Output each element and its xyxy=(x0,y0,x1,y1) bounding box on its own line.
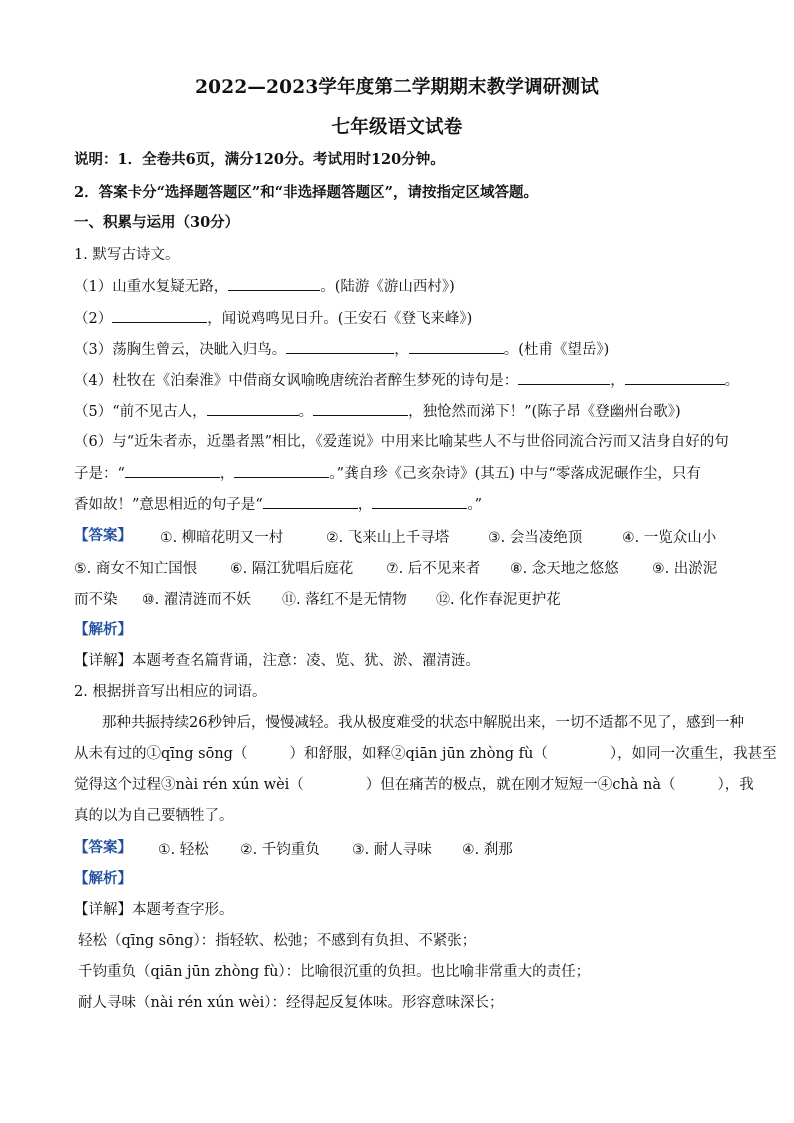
answer-blank xyxy=(625,370,725,385)
q1-item-5-text-b: 。 xyxy=(298,404,314,420)
q1-item-6-line-3 xyxy=(74,494,734,515)
exam-note-2: 2．答案卡分“选择题答题区”和“非选择题答题区”，请按指定区域答题。 xyxy=(74,184,538,201)
q1-item-5-text-c: ，独怆然而涕下！”(陈子昂《登幽州台歌》) xyxy=(408,404,681,420)
answer-blank xyxy=(372,494,467,509)
answer-1-detail xyxy=(74,651,734,671)
answer-blank xyxy=(234,463,329,478)
question-1-stem: 1. 默写古诗文。 xyxy=(74,247,180,263)
q1-item-6-text-e: 香如故！”意思相近的句子是“ xyxy=(74,497,263,513)
q2-passage-line-2: 从未有过的①qīng sōng（ ）和舒服，如释②qiān jūn zhòng fù（ ），如同一次重生，我甚至 xyxy=(74,746,777,762)
detail-label: 【详解】 xyxy=(74,902,132,918)
q1-item-3-text-b: ， xyxy=(394,342,409,358)
answer-item: ③. 耐人寻味 xyxy=(352,842,432,858)
answer-label: 【答案】 xyxy=(74,839,132,856)
answer-item: ①. 轻松 xyxy=(158,842,209,858)
q1-item-3-text-c: 。(杜甫《望岳》) xyxy=(503,342,610,358)
answer-item: ⑪. 落红不是无情物 xyxy=(282,592,407,608)
answer-item: ④. 刹那 xyxy=(462,842,513,858)
q1-item-6-line-2 xyxy=(74,463,734,484)
answer-item: ②. 飞来山上千寻塔 xyxy=(326,530,450,546)
answer-2-detail-2: 千钧重负（qiān jūn zhòng fù）：比喻很沉重的负担。也比喻非常重大的责任； xyxy=(78,964,591,980)
answer-item: ⑨. 出淤泥 xyxy=(652,561,718,577)
answer-item: ④. 一览众山小 xyxy=(622,530,717,546)
answer-item: ⑧. 念天地之悠悠 xyxy=(510,561,619,577)
q1-item-2-text-b: ，闻说鸡鸣见日升。(王安石《登飞来峰》) xyxy=(207,311,473,327)
q1-item-1-text-b: 。(陆游《游山西村》) xyxy=(320,279,455,295)
answer-blank xyxy=(228,276,320,291)
q1-item-6-text-d: 。”龚自珍《己亥杂诗》(其五) 中与“零落成泥碾作尘，只有 xyxy=(329,466,701,482)
answer-2-detail-1: 轻松（qīng sōng）：指轻软、松弛；不感到有负担、不紧张； xyxy=(78,933,477,949)
answer-item: ⑦. 后不见来者 xyxy=(386,561,481,577)
q1-item-5-text-a: （5）“前不见古人， xyxy=(74,404,207,420)
exam-note-1: 说明：1．全卷共6页，满分120分。考试用时120分钟。 xyxy=(74,151,445,168)
q2-passage-line-3: 觉得这个过程③nài rén xún wèi（ ）但在痛苦的极点，就在刚才短短一④chà nà（ ），我 xyxy=(74,777,754,793)
answer-item: ③. 会当凌绝顶 xyxy=(488,530,583,546)
q1-item-4-text-a: （4）杜牧在《泊秦淮》中借商女讽喻晚唐统治者醉生梦死的诗句是： xyxy=(74,373,519,389)
q1-item-2-text-a: （2） xyxy=(74,311,113,327)
section-heading: 一、积累与运用（30分） xyxy=(74,214,240,231)
answer-item: ②. 千钧重负 xyxy=(240,842,320,858)
answer-blank xyxy=(207,401,299,416)
q1-item-1 xyxy=(74,276,734,297)
q1-item-3-text-a: （3）荡胸生曾云，决眦入归鸟。 xyxy=(74,342,287,358)
q1-item-6-line-1: （6）与“近朱者赤，近墨者黑”相比，《爱莲说》中用来比喻某些人不与世俗同流合污而又洁身自好的句 xyxy=(74,434,729,450)
answer-blank xyxy=(409,339,504,354)
q1-item-6-text-g: 。” xyxy=(467,497,482,513)
q1-item-4-text-c: 。 xyxy=(724,373,740,389)
q2-passage-line-1: 那种共振持续26秒钟后，慢慢减轻。我从极度难受的状态中解脱出来，一切不适都不见了，感到一种 xyxy=(102,715,744,731)
q1-item-6-text-b: 子是：“ xyxy=(74,466,125,482)
answer-blank xyxy=(518,370,610,385)
exam-subtitle: 七年级语文试卷 xyxy=(331,117,463,138)
answer-blank xyxy=(286,339,394,354)
analysis-label: 【解析】 xyxy=(74,621,132,638)
q1-item-1-text-a: （1）山重水复疑无路， xyxy=(74,279,229,295)
answer-blank xyxy=(313,401,408,416)
q1-item-4 xyxy=(74,370,740,391)
answer-item: ①. 柳暗花明又一村 xyxy=(160,530,284,546)
q1-item-4-text-b: ， xyxy=(610,373,625,389)
answer-item: ⑤. 商女不知亡国恨 xyxy=(74,561,198,577)
analysis-label: 【解析】 xyxy=(74,870,132,887)
q1-item-5 xyxy=(74,401,734,422)
answer-blank xyxy=(263,494,358,509)
answer-2-detail xyxy=(74,900,734,920)
q1-item-6-text-f: ， xyxy=(357,497,373,513)
answer-2-detail-3: 耐人寻味（nài rén xún wèi）：经得起反复体味。形容意味深长； xyxy=(78,995,504,1011)
detail-text: 本题考查名篇背诵，注意：凌、览、犹、淤、濯清涟。 xyxy=(132,653,480,669)
detail-label: 【详解】 xyxy=(74,653,132,669)
answer-item: ⑥. 隔江犹唱后庭花 xyxy=(230,561,354,577)
detail-text: 本题考查字形。 xyxy=(132,902,234,918)
answer-item: ⑩. 濯清涟而不妖 xyxy=(142,592,251,608)
question-2-stem: 2. 根据拼音写出相应的词语。 xyxy=(74,684,267,700)
answer-item: 而不染 xyxy=(74,592,118,608)
q1-item-6-text-c: ， xyxy=(219,466,235,482)
answer-blank xyxy=(125,463,220,478)
q1-item-3 xyxy=(74,339,734,360)
answer-label: 【答案】 xyxy=(74,527,132,544)
q1-item-2 xyxy=(74,308,734,329)
q2-passage-line-4: 真的以为自己要牺牲了。 xyxy=(74,808,234,824)
exam-title: 2022—2023学年度第二学期期末教学调研测试 xyxy=(195,77,599,98)
answer-item: ⑫. 化作春泥更护花 xyxy=(436,592,561,608)
answer-blank xyxy=(112,308,207,323)
